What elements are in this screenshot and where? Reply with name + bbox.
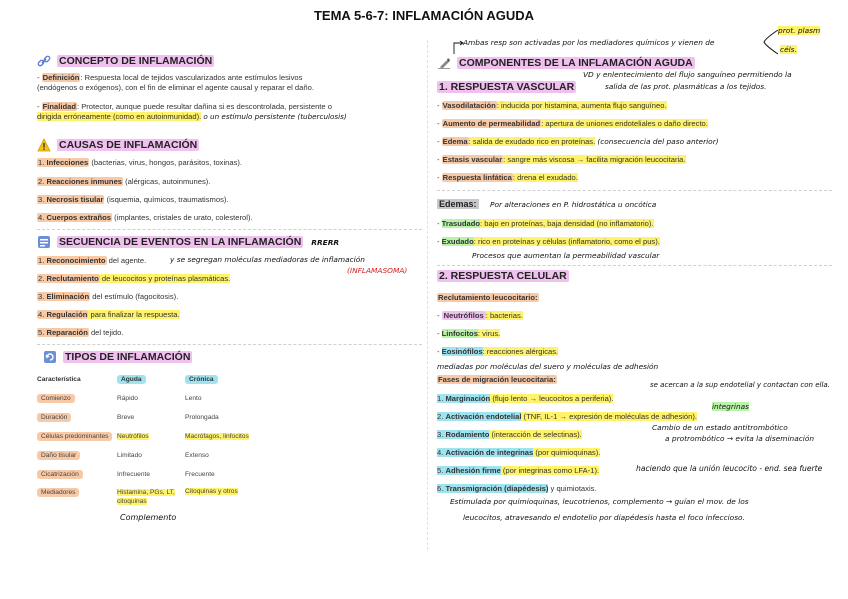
integrinas-handnote: integrinas [712, 402, 750, 411]
cell-item: - Linfocitos: virus. [437, 329, 501, 338]
marginacion-handnote: se acercan a la sup endotelial y contactan con ella. [650, 381, 830, 389]
secuencia-handtag: RRERR [311, 237, 340, 247]
celular-heading: 2. RESPUESTA CELULAR [439, 270, 567, 282]
secuencia-item: 3. Eliminación del estímulo (fagocitosis). [38, 292, 179, 301]
vascular-item: - Vasodilatación: inducida por histamina, aumenta flujo sanguíneo. [437, 101, 667, 110]
table-header-aguda: Aguda [117, 375, 146, 384]
trasudado-item: - Trasudado: bajo en proteínas, baja densidad (no inflamatorio). [437, 219, 654, 228]
activacion-handnote-1: Cambio de un estado antitrombótico [652, 423, 788, 432]
definicion-text-2: (endógenos o exógenos), con el fin de eliminar el agente causal y reparar el daño. [37, 83, 314, 92]
fase-step: 6. Transmigración (diapédesis) y quimiotaxis. [437, 484, 597, 493]
causas-heading [37, 138, 199, 152]
reclutamiento-label: Reclutamiento leucocitario: [438, 293, 538, 302]
table-row: Duración Breve Prolongada [37, 408, 285, 427]
causas-heading-text: CAUSAS DE INFLAMACIÓN [59, 139, 198, 151]
tipos-heading [43, 350, 192, 364]
definicion-label: Definición [42, 73, 80, 82]
secuencia-heading-text: SECUENCIA DE EVENTOS EN LA INFLAMACIÓN [59, 236, 302, 248]
column-divider [427, 40, 428, 550]
right-top-hand-cels: céls. [780, 45, 797, 54]
exudado-item: - Exudado: rico en proteínas y células (inflamatorio, como el pus). [437, 237, 660, 246]
vascular-handnote-1: VD y enlentecimiento del flujo sanguíneo permitiendo la [583, 70, 792, 79]
componentes-heading [437, 56, 695, 70]
finalidad-block: - Finalidad: Protector, aunque puede resultar dañina si es descontrolada, persistente o dirigida erróneamente (como en autoinmunidad). o un estímulo persistente (tuberculosis) [37, 102, 347, 121]
adhesion-handnote: haciendo que la unión leucocito - end. sea fuerte [636, 464, 823, 473]
vascular-handnote-2: salida de las prot. plasmáticas a los tejidos. [605, 82, 767, 91]
transmigracion-handnote-1: Estimulada por quimioquinas, leucotrienos, complemento → guían el mov. de los [450, 497, 749, 506]
sequence-icon [37, 235, 51, 249]
finalidad-text: : Protector, aunque puede resultar dañina si es descontrolada, persistente o [76, 102, 332, 111]
causa-item: 3. Necrosis tisular (isquemia, químicos, traumatismos). [38, 195, 229, 204]
transmigracion-handnote-2: leucocitos, atravesando el endotelio por diapédesis hasta el foco infeccioso. [463, 513, 745, 522]
finalidad-handnote: o un estímulo persistente (tuberculosis) [203, 112, 347, 121]
vascular-item: - Aumento de permeabilidad: apertura de uniones endoteliales o daño directo. [437, 119, 708, 128]
table-row: Mediadores Histamina, PGs, LT, citoquinas Citoquinas y otros [37, 484, 285, 507]
table-row: Comienzo Rápido Lento [37, 389, 285, 408]
arrow-icon [452, 40, 464, 54]
secuencia-handnote-2: (INFLAMASOMA) [347, 266, 408, 275]
refresh-icon [43, 350, 57, 364]
table-row: Células predominantes Neutrófilos Macrófagos, linfocitos [37, 427, 285, 446]
fase-step: 4. Activación de integrinas (por quimioquinas). [437, 448, 601, 457]
definicion-text: : Respuesta local de tejidos vascularizados ante estímulos lesivos [80, 73, 303, 82]
finalidad-text-2: dirigida erróneamente (como en autoinmunidad). [37, 112, 202, 121]
secuencia-item: 2. Reclutamiento de leucocitos y proteínas plasmáticas. [38, 274, 231, 283]
finalidad-label: Finalidad [42, 102, 76, 111]
fase-step: 2. Activación endotelial (TNF, IL-1 → expresión de moléculas de adhesión). [437, 412, 698, 421]
right-top-handnote: Ambas resp son activadas por los mediadores químicos y vienen de [463, 38, 715, 47]
tipos-heading-text: TIPOS DE INFLAMACIÓN [65, 351, 191, 363]
secuencia-item: 4. Regulación para finalizar la respuesta. [38, 310, 180, 319]
secuencia-item: 1. Reconocimiento del agente. [38, 256, 147, 265]
concepto-heading [37, 54, 214, 68]
table-row: Cicatrización Infrecuente Frecuente [37, 465, 285, 484]
table-row: Daño tisular Limitado Extenso [37, 446, 285, 465]
edemas-label: Edemas: [439, 199, 477, 209]
tipos-table [37, 370, 285, 507]
table-header: Característica [37, 376, 81, 383]
warning-icon [37, 138, 51, 152]
exudado-handnote: Procesos que aumentan la permeabilidad vascular [472, 251, 660, 260]
vascular-heading: 1. RESPUESTA VASCULAR [439, 81, 575, 93]
causa-item: 2. Reacciones inmunes (alérgicas, autoinmunes). [38, 177, 211, 186]
cell-item: - Eosinófilos: reacciones alérgicas. [437, 347, 559, 356]
vascular-item: - Edema: salida de exudado rico en proteínas. (consecuencia del paso anterior) [437, 137, 719, 146]
vascular-item: - Estasis vascular: sangre más viscosa → facilita migración leucocitaria. [437, 155, 686, 164]
causa-item: 1. Infecciones (bacterias, virus, hongos, parásitos, toxinas). [38, 158, 243, 167]
definicion-block: - Definición: Respuesta local de tejidos vascularizados ante estímulos lesivos (endógenos o exógenos), con el fin de eliminar el agente causal y reparar el daño. [37, 73, 314, 92]
vascular-item: - Respuesta linfática: drena el exudado. [437, 173, 578, 182]
activacion-handnote-2: a protrombótico → evita la diseminación [665, 434, 815, 443]
table-header-cronica: Crónica [185, 375, 218, 384]
mediadas-handnote: mediadas por moléculas del suero y moléculas de adhesión [437, 362, 659, 371]
componentes-heading-text: COMPONENTES DE LA INFLAMACIÓN AGUDA [459, 57, 693, 69]
divider [37, 229, 422, 230]
fase-step: 3. Rodamiento (interacción de selectinas). [437, 430, 582, 439]
tipos-handnote: Complemento [120, 513, 177, 522]
cell-item: - Neutrófilos : bacterias. [437, 311, 523, 320]
page-title: TEMA 5-6-7: INFLAMACIÓN AGUDA [313, 8, 535, 23]
divider [37, 344, 422, 345]
pen-icon [437, 56, 451, 70]
link-icon [37, 54, 51, 68]
causa-item: 4. Cuerpos extraños (implantes, cristales de urato, colesterol). [38, 213, 253, 222]
right-top-hand-prot: prot. plasm [778, 26, 821, 35]
fase-step: 1. Marginación (flujo lento → leucocitos a periferia). [437, 394, 614, 403]
secuencia-handnote-1: y se segregan moléculas mediadoras de inflamación [170, 255, 365, 264]
edemas-handnote: Por alteraciones en P. hidrostática u oncótica [490, 200, 657, 209]
secuencia-heading [37, 235, 339, 249]
fase-step: 5. Adhesión firme (por integrinas como LFA-1). [437, 466, 600, 475]
divider [437, 265, 832, 266]
brace-icon [760, 28, 780, 56]
concepto-heading-text: CONCEPTO DE INFLAMACIÓN [59, 55, 213, 67]
secuencia-item: 5. Reparación del tejido. [38, 328, 124, 337]
fases-label: Fases de migración leucocitaria: [438, 375, 556, 384]
divider [437, 190, 832, 191]
